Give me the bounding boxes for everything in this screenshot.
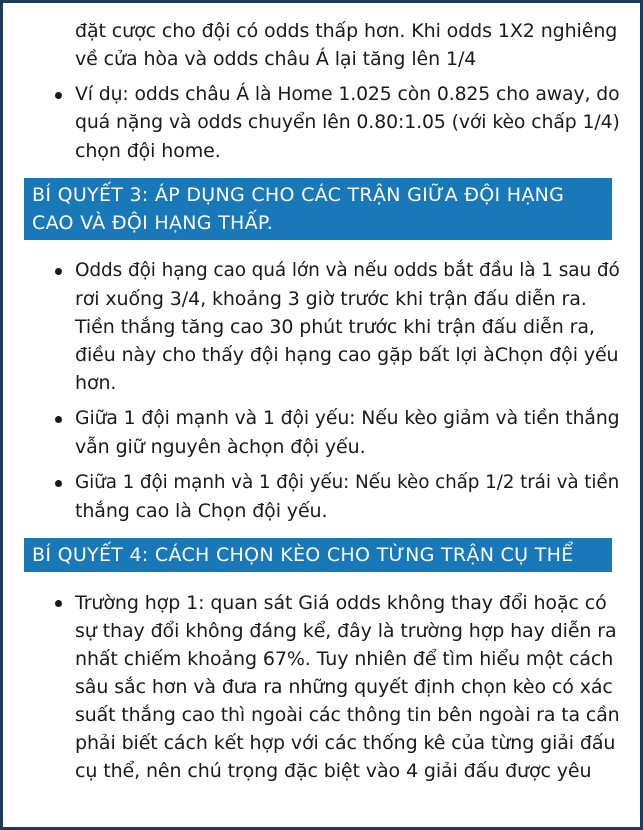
list-item-line: sự thay đổi không đáng kể, đây là trường hợp hay diễn ra: [75, 620, 617, 642]
bullet-icon: [55, 416, 62, 423]
list-item-line: sâu sắc hơn và đưa ra những quyết định chọn kèo có xác: [75, 676, 613, 698]
intro-line: đặt cược cho đội có odds thấp hơn. Khi odds 1X2 nghiêng: [75, 20, 618, 42]
list-item-line: vẫn giữ nguyên àchọn đội yếu.: [75, 436, 366, 458]
bullet-icon: [55, 480, 62, 487]
list-item-line: Odds đội hạng cao quá lớn và nếu odds bắt đầu là 1 sau đó: [75, 260, 620, 281]
section-heading: [24, 538, 612, 572]
list-item-line: Giữa 1 đội mạnh và 1 đội yếu: Nếu kèo giảm và tiền thắng: [75, 408, 620, 429]
list-item-line: Giữa 1 đội mạnh và 1 đội yếu: Nếu kèo chấp 1/2 trái và tiền: [75, 472, 620, 493]
list-item-line: điều này cho thấy đội hạng cao gặp bất lợi àChọn đội yếu: [75, 344, 619, 366]
bullet-icon: [55, 92, 62, 99]
list-item-line: rơi xuống 3/4, khoảng 3 giờ trước khi trận đấu diễn ra.: [75, 288, 587, 310]
list-item-line: nhất chiếm khoảng 67%. Tuy nhiên để tìm hiểu một cách: [75, 648, 614, 670]
list-item-line: chọn đội home.: [75, 140, 221, 162]
list-item-line: Tiền thắng tăng cao 30 phút trước khi trận đấu diễn ra,: [75, 316, 595, 338]
list-item-line: Ví dụ: odds châu Á là Home 1.025 còn 0.825 cho away, do: [75, 84, 620, 105]
bullet-icon: [55, 600, 62, 607]
intro-line: về cửa hòa và odds châu Á lại tăng lên 1/4: [75, 48, 477, 70]
list-item-line: phải biết cách kết hợp với các thống kê của từng giải đấu: [75, 732, 616, 754]
list-item-line: suất thắng cao thì ngoài các thông tin bên ngoài ra ta cần: [75, 704, 620, 726]
list-item-line: thắng cao là Chọn đội yếu.: [75, 500, 328, 522]
section-heading-line: CAO VÀ ĐỘI HẠNG THẤP.: [32, 212, 274, 234]
list-item-line: cụ thể, nên chú trọng đặc biệt vào 4 giải đấu được yêu: [75, 760, 592, 782]
list-item-line: Trường hợp 1: quan sát Giá odds không thay đổi hoặc có: [75, 592, 607, 614]
section-heading-line: BÍ QUYẾT 3: ÁP DỤNG CHO CÁC TRẬN GIỮA ĐỘI HẠNG: [32, 184, 565, 206]
list-item-line: hơn.: [75, 372, 117, 394]
bullet-icon: [55, 268, 62, 275]
section-heading-line: BÍ QUYẾT 4: CÁCH CHỌN KÈO CHO TỪNG TRẬN CỤ THỂ: [32, 544, 574, 566]
list-item-line: quá nặng và odds chuyển lên 0.80:1.05 (với kèo chấp 1/4): [75, 112, 620, 133]
section-heading: [24, 178, 612, 240]
